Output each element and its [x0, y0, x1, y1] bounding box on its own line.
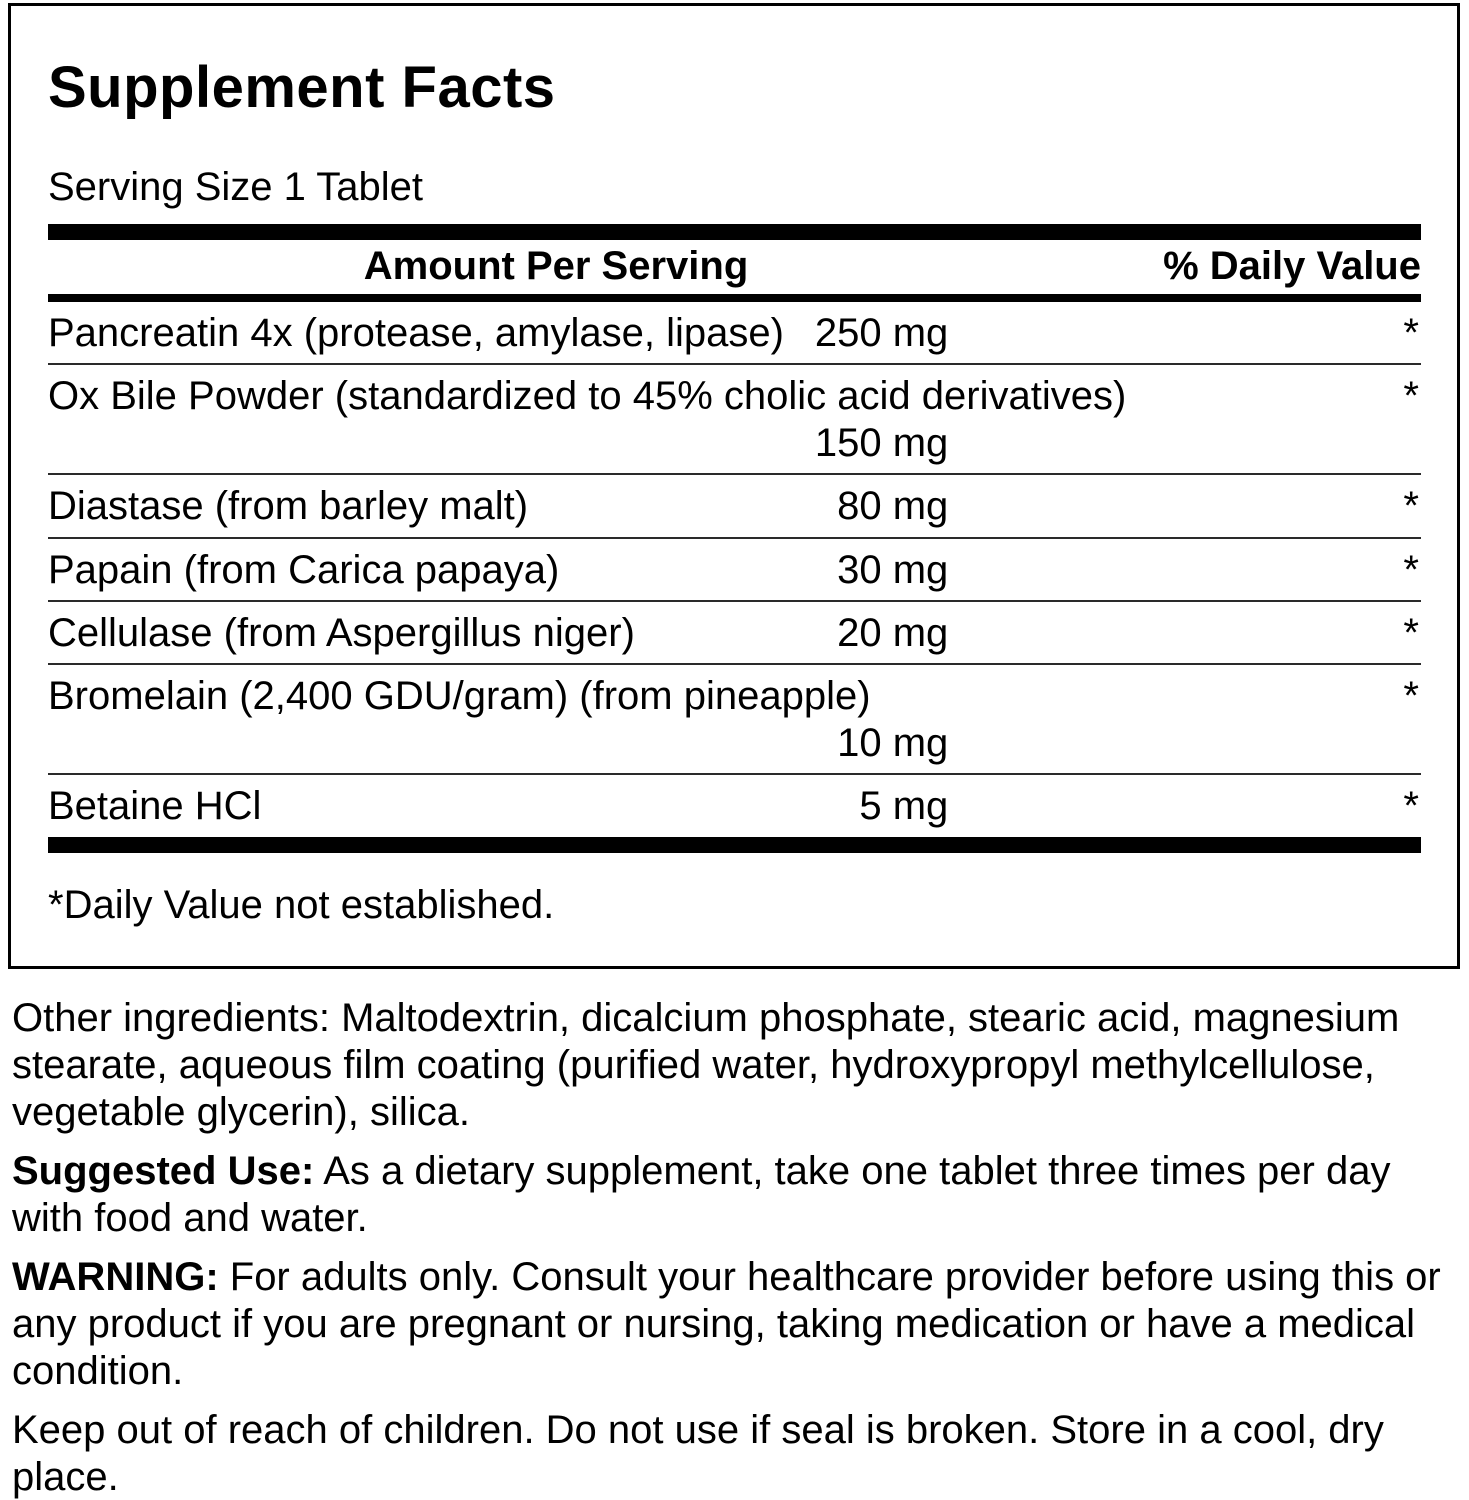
- storage-paragraph: Keep out of reach of children. Do not use if seal is broken. Store in a cool, dry place.: [12, 1407, 1384, 1499]
- table-header-row: [48, 240, 1421, 294]
- info-section: [0, 969, 1469, 1500]
- ingredient-row: [48, 475, 1421, 538]
- warning-paragraph: [12, 1254, 1461, 1395]
- panel-title: Supplement Facts: [48, 55, 556, 120]
- ingredient-daily-value: *: [1403, 610, 1419, 655]
- ingredient-daily-value: *: [1403, 674, 1419, 719]
- ingredient-amount: 30 mg: [837, 547, 949, 592]
- ingredient-name: Papain (from Carica papaya): [48, 547, 560, 592]
- ingredient-name: Diastase (from barley malt): [48, 484, 529, 529]
- ingredient-row: [48, 365, 1421, 475]
- ingredient-row: [48, 539, 1421, 602]
- top-thick-rule: [48, 224, 1421, 240]
- ingredient-amount: 10 mg: [837, 720, 949, 765]
- ingredient-daily-value: *: [1403, 484, 1419, 529]
- ingredient-name: Bromelain (2,400 GDU/gram) (from pineapple): [48, 674, 871, 719]
- ingredient-amount: 250 mg: [814, 311, 949, 355]
- serving-size: Serving Size 1 Tablet: [48, 165, 424, 209]
- ingredient-row: [48, 302, 1421, 365]
- header-rule: [48, 294, 1421, 302]
- ingredient-table: [48, 302, 1421, 837]
- ingredient-amount: 20 mg: [837, 610, 949, 655]
- ingredient-amount: 5 mg: [859, 784, 949, 829]
- ingredient-row: [48, 602, 1421, 665]
- ingredient-amount: 150 mg: [814, 420, 949, 465]
- amount-per-serving-header: Amount Per Serving: [363, 244, 749, 288]
- daily-value-header: % Daily Value: [1163, 244, 1421, 288]
- ingredient-daily-value: *: [1403, 547, 1419, 592]
- ingredient-row: [48, 665, 1421, 775]
- suggested-use-paragraph: [12, 1148, 1461, 1242]
- ingredient-name: Pancreatin 4x (protease, amylase, lipase): [48, 311, 784, 355]
- daily-value-footnote: *Daily Value not established.: [48, 882, 555, 927]
- bottom-thick-rule: [48, 837, 1421, 853]
- supplement-facts-panel: [8, 3, 1460, 969]
- ingredient-daily-value: *: [1403, 374, 1419, 419]
- ingredient-daily-value: *: [1403, 311, 1419, 355]
- ingredient-daily-value: *: [1403, 784, 1419, 829]
- suggested-use-text: As a dietary supplement, take one tablet three times per day with food and water.: [12, 1148, 1391, 1240]
- warning-label: WARNING:: [12, 1254, 219, 1299]
- ingredient-name: Betaine HCl: [48, 784, 262, 829]
- ingredient-row: [48, 775, 1421, 836]
- ingredient-amount: 80 mg: [837, 484, 949, 529]
- ingredient-name: Ox Bile Powder (standardized to 45% cholic acid derivatives): [48, 374, 1127, 419]
- warning-text: For adults only. Consult your healthcare provider before using this or any product if you are pregnant or nursing, taking medication or have a medical condition.: [12, 1254, 1441, 1393]
- suggested-use-label: Suggested Use:: [12, 1148, 315, 1193]
- ingredient-name: Cellulase (from Aspergillus niger): [48, 610, 635, 655]
- other-ingredients-paragraph: Other ingredients: Maltodextrin, dicalcium phosphate, stearic acid, magnesium stearate, aqueous film coating (purified water, hydroxypropyl methylcellulose, vegetable glycerin), silica.: [12, 995, 1400, 1134]
